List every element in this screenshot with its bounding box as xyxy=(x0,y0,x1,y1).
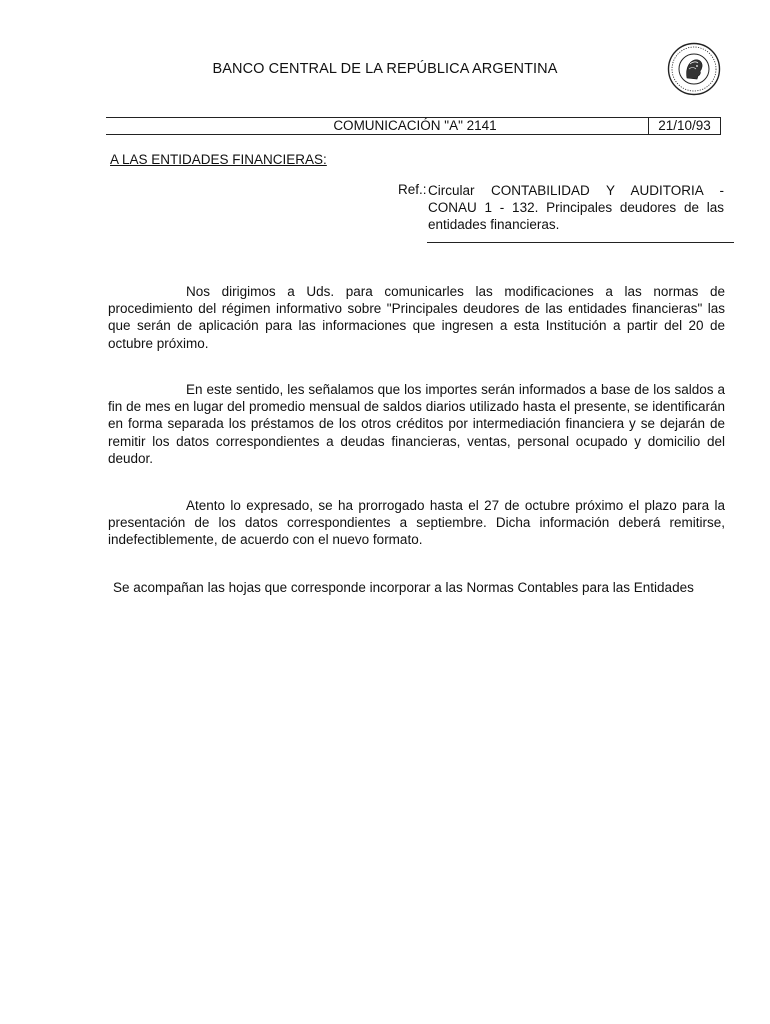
reference-underline xyxy=(427,242,734,243)
body-paragraph-1: Nos dirigimos a Uds. para comunicarles las modificaciones a las normas de procedimiento del régimen informativo sobre "Principales deudores de las entidades financieras" las que serán de aplicación para las informaciones que ingresen a esta Institución a partir del 20 de octubre próximo. xyxy=(108,284,725,351)
bcra-seal-icon xyxy=(667,42,721,96)
addressee: A LAS ENTIDADES FINANCIERAS: xyxy=(110,152,327,167)
body-paragraph-3: Atento lo expresado, se ha prorrogado hasta el 27 de octubre próximo el plazo para la presentación de los datos correspondientes a septiembre. Dicha información deberá remitirse, indefectiblemente, de acuerdo con el nuevo formato. xyxy=(108,498,725,548)
communication-number: COMUNICACIÓN "A" 2141 xyxy=(333,118,497,133)
body-paragraph-2: En este sentido, les señalamos que los importes serán informados a base de los saldos a fin de mes en lugar del promedio mensual de saldos diarios utilizado hasta el presente, se identificarán en forma separada los préstamos de los otros créditos por intermediación financiera y se dejarán de remitir los datos correspondientes a deudas financieras, ventas, personal ocupado y domicilio del deudor. xyxy=(108,382,725,466)
reference-prefix: Ref.: xyxy=(398,182,427,197)
reference-text: Circular CONTABILIDAD Y AUDITORIA - CONAU 1 - 132. Principales deudores de las entidades financieras. xyxy=(428,183,724,232)
communication-date: 21/10/93 xyxy=(658,118,711,133)
communication-box-edge xyxy=(720,117,721,135)
bank-title: BANCO CENTRAL DE LA REPÚBLICA ARGENTINA xyxy=(212,61,558,77)
body-paragraph-4: Se acompañan las hojas que corresponde incorporar a las Normas Contables para las Entidades xyxy=(113,580,694,595)
